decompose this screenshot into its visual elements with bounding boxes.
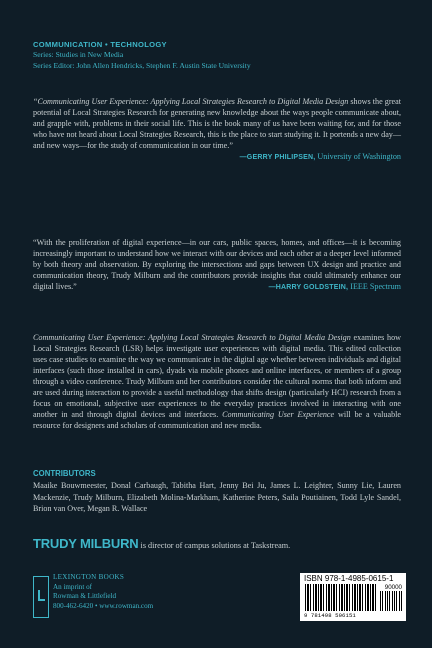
isbn-number: ISBN 978-1-4985-0615-1 (304, 574, 394, 583)
quote-text: shows the great potential of Local Strategies Research for generating new knowledge about the ways people communicate about, and grapple with, problems in their social life. This is the book many of us have been waiting for, and for those who have not heard about Local Strategies Research, this is the place to start studying it. It portends a new day—and new ways—for the study of communication in our time.” (33, 97, 401, 151)
description-short-title: Communicating User Experience (222, 409, 335, 419)
contributors-section (33, 468, 401, 515)
quote-attribution (269, 281, 401, 293)
description-book-title: Communicating User Experience: Applying Local Strategies Research to Digital Media Design (33, 333, 351, 342)
quote-author: —HARRY GOLDSTEIN, (268, 284, 349, 292)
series-header (33, 39, 403, 72)
publisher-imprint-line-1: An imprint of (53, 582, 93, 591)
quote-attribution (33, 151, 401, 163)
author-name: TRUDY MILBURN (33, 536, 139, 551)
category-label: COMMUNICATION • TECHNOLOGY (33, 40, 167, 49)
book-description (33, 333, 401, 432)
quote-affiliation: University of Washington (317, 152, 401, 162)
description-text-2: will be a valuable resource for designers and scholars of communication and new media. (33, 409, 402, 430)
barcode-bars (305, 584, 377, 611)
publisher-logo-icon (36, 589, 46, 603)
author-bio (33, 536, 403, 554)
publisher-logo (33, 576, 49, 618)
publisher-name: LEXINGTON BOOKS (53, 573, 125, 581)
price-code: 90000 (384, 584, 402, 591)
barcode-digits: 9 781498 506151 (304, 612, 356, 619)
publisher-text (53, 573, 153, 611)
endorsement-quote-1 (33, 96, 401, 163)
quote-affiliation: IEEE Spectrum (350, 282, 401, 292)
publisher-contact: 800-462-6420 • www.rowman.com (53, 601, 154, 610)
quote-book-title: “Communicating User Experience: Applying Local Strategies Research to Digital Media Design (33, 97, 349, 106)
publisher-block (33, 573, 213, 619)
endorsement-quote-2 (33, 237, 401, 293)
series-name: Series: Studies in New Media (33, 50, 124, 59)
contributors-list: Maaike Bouwmeester, Donal Carbaugh, Tabitha Hart, Jenny Bei Ju, James L. Leighter, Sunny Lie, Lauren Mackenzie, Trudy Milburn, Elizabeth Molina-Markham, Katherine Peters, Saila Poutiainen, Todd Lyle Sandel, Brion van Over, Megan R. Wallace (33, 481, 401, 513)
quote-body (33, 237, 401, 292)
series-editor: Series Editor: John Allen Hendricks, Stephen F. Austin State University (33, 60, 251, 70)
isbn-barcode (300, 573, 406, 621)
author-bio-text: is director of campus solutions at Taskstream. (138, 541, 291, 550)
quote-body (33, 96, 401, 151)
price-barcode-bars (380, 591, 402, 611)
contributors-heading: CONTRIBUTORS (33, 469, 96, 478)
publisher-imprint-line-2: Rowman & Littlefield (53, 592, 117, 601)
quote-text: “With the proliferation of digital experience—in our cars, public spaces, homes, and offices—it is becoming increasingly important to understand how we interact with our devices and each other at a deeper level informed by both theory and observation. By exploring the intersections and gaps between UX design and practice and communication theory, Trudy Milburn and the contributors provide insights that could ultimately enhance our digital lives.” (33, 238, 401, 292)
description-text-1: examines how Local Strategies Research (LSR) helps investigate user experiences with digital media. This edited collection uses case studies to examine the way we communicate in the digital age whether between individuals and digital interfaces (such those installed in cars), dyads via mobile phones and online interfaces, or members of a group through a video conference. Trudy Milburn and her contributors consider the cultural norms that both inform and are used during interaction to provide a useful methodology that shifts design (particularly HCI) research from a focus on emotional, subjective user experiences to the everyday practices involved in interacting with one another in and through digital devices and interfaces. (33, 333, 401, 419)
quote-author: —GERRY PHILIPSEN, (239, 154, 316, 162)
